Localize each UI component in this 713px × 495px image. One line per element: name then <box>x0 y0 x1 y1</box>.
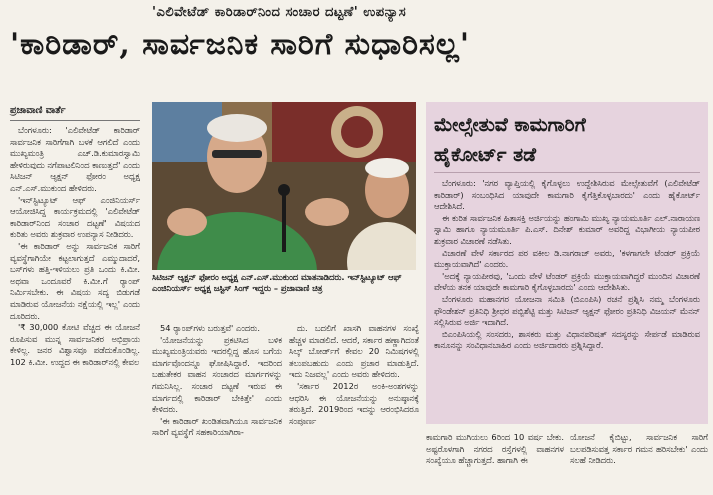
article-kicker: 'ಎಲಿವೇಟೆಡ್ ಕಾರಿಡಾರ್‌ನಿಂದ ಸಂಚಾರ ದಟ್ಟಣೆ' ಉಪನ್ಯಾಸ <box>152 5 407 20</box>
paragraph: 54 ರ‍್ಯಾಂಪ್‌ಗಳು ಬರುತ್ತವೆ' ಎಂದರು. <box>160 323 260 333</box>
article-column-2 <box>152 323 282 493</box>
sidebar-news-box <box>426 102 708 424</box>
paragraph: 'ಯೋಜನೆಯನ್ನು ಪ್ರಕಟಿಸಿದ ಬಳಿಕ ಮುಖ್ಯಮಂತ್ರಿಯವರು ಇದರಲ್ಲಿದ್ದ ಹೊಸ ಬಗೆಯ ಮಾರ್ಗವೊಂದನ್ನೂ ಘೋಷಿಸಿದ್ದಾರೆ. ಇದರಿಂದ ಬಹುತೇಕರ ವಾಹನ ಸಂಚಾರದ ಮಾರ್ಗಗಳನ್ನು ಗಮನಿಸಿಲ್ಲ. ಸಂಚಾರ ದಟ್ಟಣೆ ಇರುವ ಈ ಮಾರ್ಗದಲ್ಲಿ ಕಾರಿಡಾರ್ ಬೇಕಿತ್ತೇ' ಎಂದು ಕೇಳಿದರು. <box>152 334 282 415</box>
article-column-6 <box>570 432 708 494</box>
byline: ಪ್ರಜಾವಾಣಿ ವಾರ್ತೆ <box>10 105 66 116</box>
speaker-photo <box>152 102 416 270</box>
paragraph: ಬಿಎಂಪಿಸಿಯಲ್ಲಿ ಸಂಸದರು, ಶಾಸಕರು ಮತ್ತು ವಿಧಾನಪರಿಷತ್ ಸದಸ್ಯರನ್ನು ಸೇರ್ಪಡೆ ಮಾಡಿರುವ ಕಾನೂನನ್ನು ಸಂವಿಧಾನಬಾಹಿರ ಎಂದು ಅರ್ಜಿದಾರರು ಪ್ರಶ್ನಿಸಿದ್ದಾರೆ. <box>434 328 700 351</box>
sidebar-divider <box>434 172 700 173</box>
photo-caption: ಸಿಟಿಜನ್ ಆ್ಯಕ್ಷನ್ ಫೋರಂ ಅಧ್ಯಕ್ಷ ಎನ್.ಎಸ್.ಮುಕುಂದ ಮಾತನಾಡಿದರು. ಇನ್‌ಸ್ಟಿಟ್ಯೂಟ್ ಆಫ್ ಎಂಜಿನಿಯರ್ಸ್ ಅಧ್ಯಕ್ಷ ಜಸ್ಟಿಸ್ ಸಿಂಗ್ ಇದ್ದರು – ಪ್ರಜಾವಾಣಿ ಚಿತ್ರ <box>152 272 402 293</box>
article-column-1 <box>10 125 140 493</box>
sidebar-headline <box>434 110 586 170</box>
paragraph: ಈ ಕುರಿತ ಸಾರ್ವಜನಿಕ ಹಿತಾಸಕ್ತಿ ಅರ್ಜಿಯನ್ನು ಹಂಗಾಮಿ ಮುಖ್ಯ ನ್ಯಾಯಮೂರ್ತಿ ಎಲ್.ನಾರಾಯಣ ಸ್ವಾಮಿ ಹಾಗೂ ನ್ಯಾಯಮೂರ್ತಿ ಪಿ.ಎಸ್. ದಿನೇಶ್ ಕುಮಾರ್ ಅವರಿದ್ದ ವಿಭಾಗೀಯ ನ್ಯಾಯಪೀಠ ಶುಕ್ರವಾರ ವಿಚಾರಣೆ ನಡೆಸಿತು. <box>434 212 700 246</box>
article-column-5 <box>426 432 564 494</box>
sidebar-headline-line: ಹೈಕೋರ್ಟ್ ತಡೆ <box>434 144 537 166</box>
paragraph: 'ಈ ಕಾರಿಡಾರ್ ಅನ್ನು ಸಾರ್ವಜನಿಕ ಸಾರಿಗೆ ವ್ಯವಸ್ಥೆಗಾಗಿಯೇ ಕಟ್ಟಲಾಗುತ್ತದೆ ಎಮ್ಮುದಾದರೆ, ಬಸ್‌ಗಳು ಹತ್ತಿ-ಇಳಿಯಲು ಪ್ರತಿ ಒಂದು ಕಿ.ಮೀ. ಅಥವಾ ಒಂದೂವರೆ ಕಿ.ಮೀ.ಗೆ ರ‍್ಯಾಂಪ್ ನಿರ್ಮಿಸಬೇಕು. ಈ ವಿಷಯ ಸದ್ಯ ಬಿಡುಗಡೆ ಮಾಡಿರುವ ಯೋಜನೆಯ ನಕ್ಷೆಯಲ್ಲಿ ಇಲ್ಲ' ಎಂದು ದೂರಿದರು. <box>10 240 140 321</box>
byline-divider <box>10 120 140 121</box>
paragraph: 'ಇನ್‌ಸ್ಟಿಟ್ಯೂಟ್ ಆಫ್ ಎಂಜಿನಿಯರ್ಸ್ ಆಯೋಜಿಸಿದ್ದ ಕಾರ್ಯಕ್ರಮದಲ್ಲಿ 'ಎಲಿವೇಟೆಡ್ ಕಾರಿಡಾರ್‌ನಿಂದ ಸಂಚಾರ ದಟ್ಟಣೆ' ವಿಷಯದ ಕುರಿತು ಅವರು ಶುಕ್ರವಾರ ಉಪನ್ಯಾಸ ನೀಡಿದರು. <box>10 194 140 240</box>
paragraph: ವಿಚಾರಣೆ ವೇಳೆ ಸರ್ಕಾರದ ಪರ ವಕೀಲ ಡಿ.ನಾಗರಾಜ್ ಅವರು, 'ಕಳಗಾಗಲೇ ಟೆಂಡರ್ ಪ್ರಕ್ರಿಯೆ ಮುಕ್ತಾಯವಾಗಿದೆ' ಎಂದರು. <box>434 247 700 270</box>
paragraph: ಬೆಂಗಳೂರು ಮಹಾನಗರ ಯೋಜನಾ ಸಮಿತಿ (ಬಿಎಂಪಿಸಿ) ರಚನೆ ಪ್ರಶ್ನಿಸಿ ನಮ್ಮ ಬೆಂಗಳೂರು ಫೌಂಡೇಶನ್ ಪ್ರತಿನಿಧಿ ಶ್ರೀಧರ ಪಬ್ಬಿಶೆಟ್ಟಿ ಮತ್ತು ಸಿಟಿಜನ್ ಆ್ಯಕ್ಷನ್ ಫೋರಂ ಪ್ರತಿನಿಧಿ ವಿಜಯನ್ ಮೆನನ್ ಸಲ್ಲಿಸಿರುವ ಅರ್ಜಿ ಇದಾಗಿದೆ. <box>434 293 700 328</box>
paragraph: ದು. ಬದಲಿಗೆ ಖಾಸಗಿ ವಾಹನಗಳ ಸಂಖ್ಯೆ ಹೆಚ್ಚಳ ಮಾಡಲಿದೆ. ಆದರೆ, ಸರ್ಕಾರ ಹಣ್ಣಾಗಿದಂತೆ ಸಿಲ್ಕ್ ಬೋರ್ಡ್‌ಗೆ ಕೇವಲ 20 ನಿಮಿಷಗಳಲ್ಲಿ ತಲುಪಬಹುದು ಎಂದು ಪ್ರಚಾರ ಮಾಡುತ್ತಿದೆ. ಇದು ನಿಜವಲ್ಲ' ಎಂದು ಅವರು ಹೇಳಿದರು. <box>289 323 419 380</box>
article-column-3 <box>289 323 419 493</box>
photo-illustration <box>152 102 416 270</box>
paragraph: ಬೆಂಗಳೂರು: 'ಎಲಿವೇಟೆಡ್ ಕಾರಿಡಾರ್ ಸಾರ್ವಜನಿಕ ಸಾರಿಗೆಗಾಗಿ ಬಳಕೆ ಆಗಲಿದೆ ಎಂದು ಮುಖ್ಯಮಂತ್ರಿ ಎಚ್.ಡಿ.ಕುಮಾರಸ್ವಾಮಿ ಹೇಳಿರುವುದು ನಗೆಪಾಟಲಿನಿಂದ ಕಾಣುತ್ತದೆ' ಎಂದು ಸಿಟಿಜನ್ ಆ್ಯಕ್ಷನ್ ಫೋರಂ ಅಧ್ಯಕ್ಷ ಎನ್.ಎಸ್.ಮುಕುಂದ ಹೇಳಿದರು. <box>10 125 140 193</box>
paragraph: ಬೆಂಗಳೂರು: 'ನಗರ ವ್ಯಾಪ್ತಿಯಲ್ಲಿ ಕೈಗೊಳ್ಳಲು ಉದ್ದೇಶಿಸಿರುವ ಮೇಲ್ಸೇತುವೆಗೆ (ಎಲಿವೇಟೆಡ್ ಕಾರಿಡಾರ್) ಸಂಬಂಧಿಸಿದ ಯಾವುದೇ ಕಾಮಗಾರಿ ಕೈಗೆತ್ತಿಕೊಳ್ಳಬಾರದು' ಎಂದು ಹೈಕೋರ್ಟ್ ಆದೇಶಿಸಿದೆ. <box>434 178 700 212</box>
paragraph: 'ಅದಕ್ಕೆ ನ್ಯಾಯಪೀಠವು, 'ಒಂದು ವೇಳೆ ಟೆಂಡರ್ ಪ್ರಕ್ರಿಯೆ ಮುಕ್ತಾಯವಾಗಿದ್ದರೆ ಮುಂದಿನ ವಿಚಾರಣೆ ವೇಳೆಯ ತನಕ ಯಾವುದೇ ಕಾಮಗಾರಿ ಕೈಗೊಳ್ಳಬಾರದು' ಎಂದು ಆದೇಶಿಸಿತು. <box>434 270 700 293</box>
article-headline: 'ಕಾರಿಡಾರ್, ಸಾರ್ವಜನಿಕ ಸಾರಿಗೆ ಸುಧಾರಿಸಲ್ಲ' <box>10 27 471 62</box>
paragraph: ಯೋಜನೆ ಕೈಬಿಟ್ಟು, ಸಾರ್ವಜನಿಕ ಸಾರಿಗೆ ಬಲಪಡಿಸುವತ್ತ ಸರ್ಕಾರ ಗಮನ ಹರಿಸಬೇಕು' ಎಂದು ಸಲಹೆ ನೀಡಿದರು. <box>570 432 708 466</box>
paragraph: 'ಈ ಕಾರಿಡಾರ್ ಖಂಡಿತವಾಗಿಯೂ ಸಾರ್ವಜನಿಕ ಸಾರಿಗೆ ವ್ಯವಸ್ಥೆಗೆ ಸಹಕಾರಿಯಾಗಿರಾ- <box>152 415 282 438</box>
sidebar-headline-line: ಮೇಲ್ಸೇತುವೆ ಕಾಮಗಾರಿಗೆ <box>434 114 586 136</box>
paragraph: 'ಸರ್ಕಾರ 2012ರ ಅಂಕಿ-ಅಂಶಗಳನ್ನು ಆಧರಿಸಿ ಈ ಯೋಜನೆಯನ್ನು ಅನುಷ್ಠಾನಕ್ಕೆ ತರುತ್ತಿದೆ. 2019ರಿಂದ ಇದನ್ನು ಆರಂಭಿಸಿದರೂ ಸಂಪೂರ್ಣ <box>289 380 419 426</box>
paragraph: '₹ 30,000 ಕೋಟಿ ವೆಚ್ಚದ ಈ ಯೋಜನೆ ರೂಪಿಸುವ ಮುನ್ನ ಸಾರ್ವಜನಿಕರ ಅಭಿಪ್ರಾಯ ಕೇಳಿಲ್ಲ. ಜನರ ವಿಶ್ವಾಸವೂ ಪಡೆದುಕೊಂಡಿಲ್ಲ. 102 ಕಿ.ಮೀ. ಉದ್ದದ ಈ ಕಾರಿಡಾರ್‌ನಲ್ಲಿ ಕೇವಲ <box>10 322 140 367</box>
sidebar-body <box>434 178 700 422</box>
paragraph: ಕಾಮಗಾರಿ ಮುಗಿಯಲು 6ರಿಂದ 10 ವರ್ಷ ಬೇಕು. ಅಷ್ಟರೊಳಗಾಗಿ ನಗರದ ರಸ್ತೆಗಳಲ್ಲಿ ವಾಹನಗಳ ಸಂಖ್ಯೆಯೂ ಹೆಚ್ಚಾಗುತ್ತದೆ. ಹಾಗಾಗಿ ಈ <box>426 432 564 466</box>
